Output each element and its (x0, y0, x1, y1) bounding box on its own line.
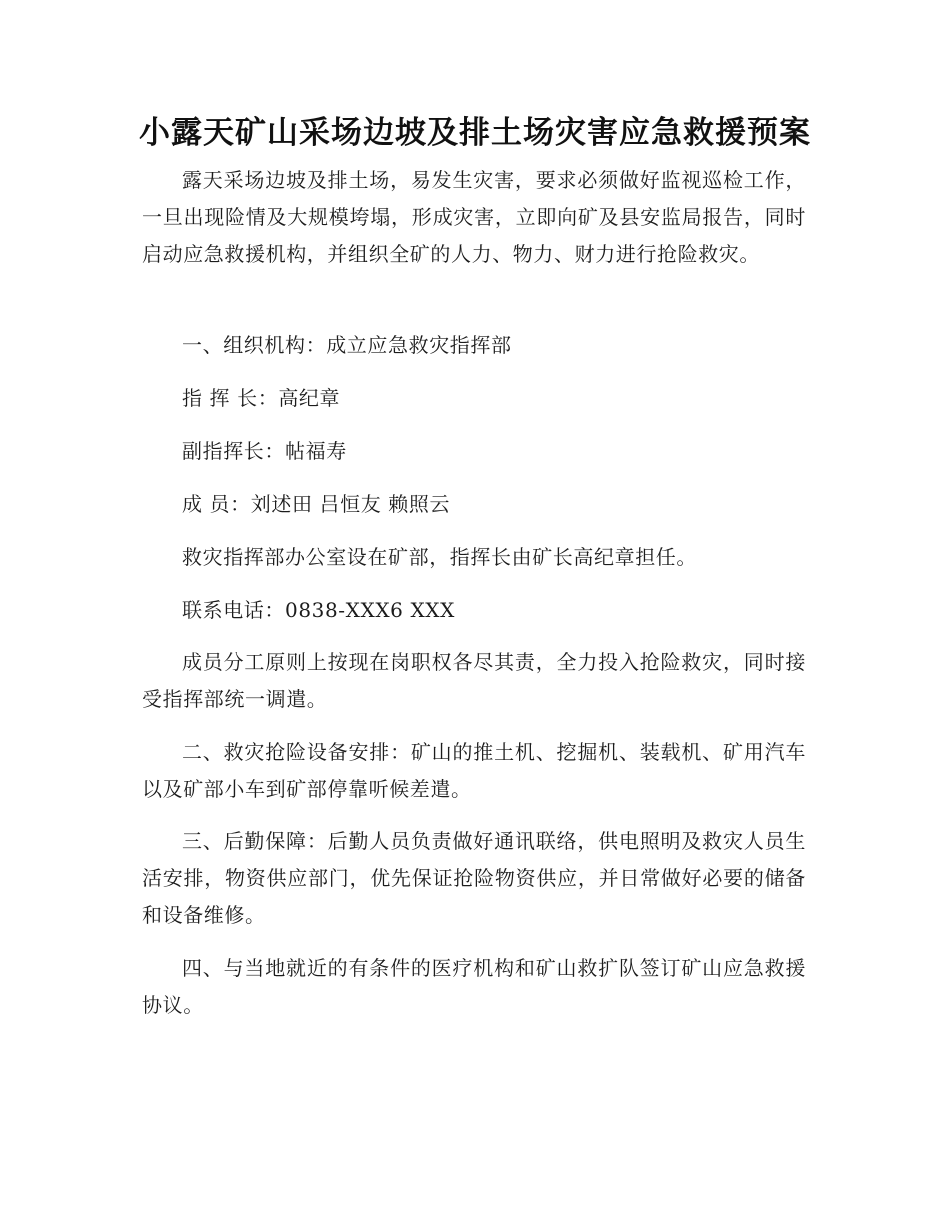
paragraph-members: 成 员：刘述田 吕恒友 赖照云 (182, 492, 451, 516)
paragraph-medical-agreement: 四、与当地就近的有条件的医疗机构和矿山救扩队签订矿山应急救援协议。 (142, 956, 806, 1017)
paragraph-phone: 联系电话：0838-XXX6 XXX (182, 598, 455, 622)
paragraph-logistics: 三、后勤保障：后勤人员负责做好通讯联络，供电照明及救灾人员生活安排，物资供应部门，优先保证抢险物资供应，并日常做好必要的储备和设备维修。 (142, 829, 806, 927)
paragraph-intro: 露天采场边坡及排土场，易发生灾害，要求必须做好监视巡检工作，一旦出现险情及大规模垮塌，形成灾害，立即向矿及县安监局报告，同时启动应急救援机构，并组织全矿的人力、物力、财力进行抢险救灾。 (142, 168, 806, 266)
paragraph-deputy-commander: 副指挥长：帖福寿 (182, 439, 347, 463)
paragraph-office: 救灾指挥部办公室设在矿部，指挥长由矿长高纪章担任。 (182, 545, 697, 569)
paragraph-organization: 一、组织机构：成立应急救灾指挥部 (182, 333, 512, 357)
paragraph-commander: 指 挥 长：高纪章 (182, 386, 341, 410)
document-title: 小露天矿山采场边坡及排土场灾害应急救援预案 (139, 115, 811, 151)
paragraph-division-of-labor: 成员分工原则上按现在岗职权各尽其责，全力投入抢险救灾，同时接受指挥部统一调遣。 (142, 650, 806, 711)
paragraph-equipment: 二、救灾抢险设备安排：矿山的推土机、挖掘机、装载机、矿用汽车以及矿部小车到矿部停靠听候差遣。 (142, 740, 806, 801)
